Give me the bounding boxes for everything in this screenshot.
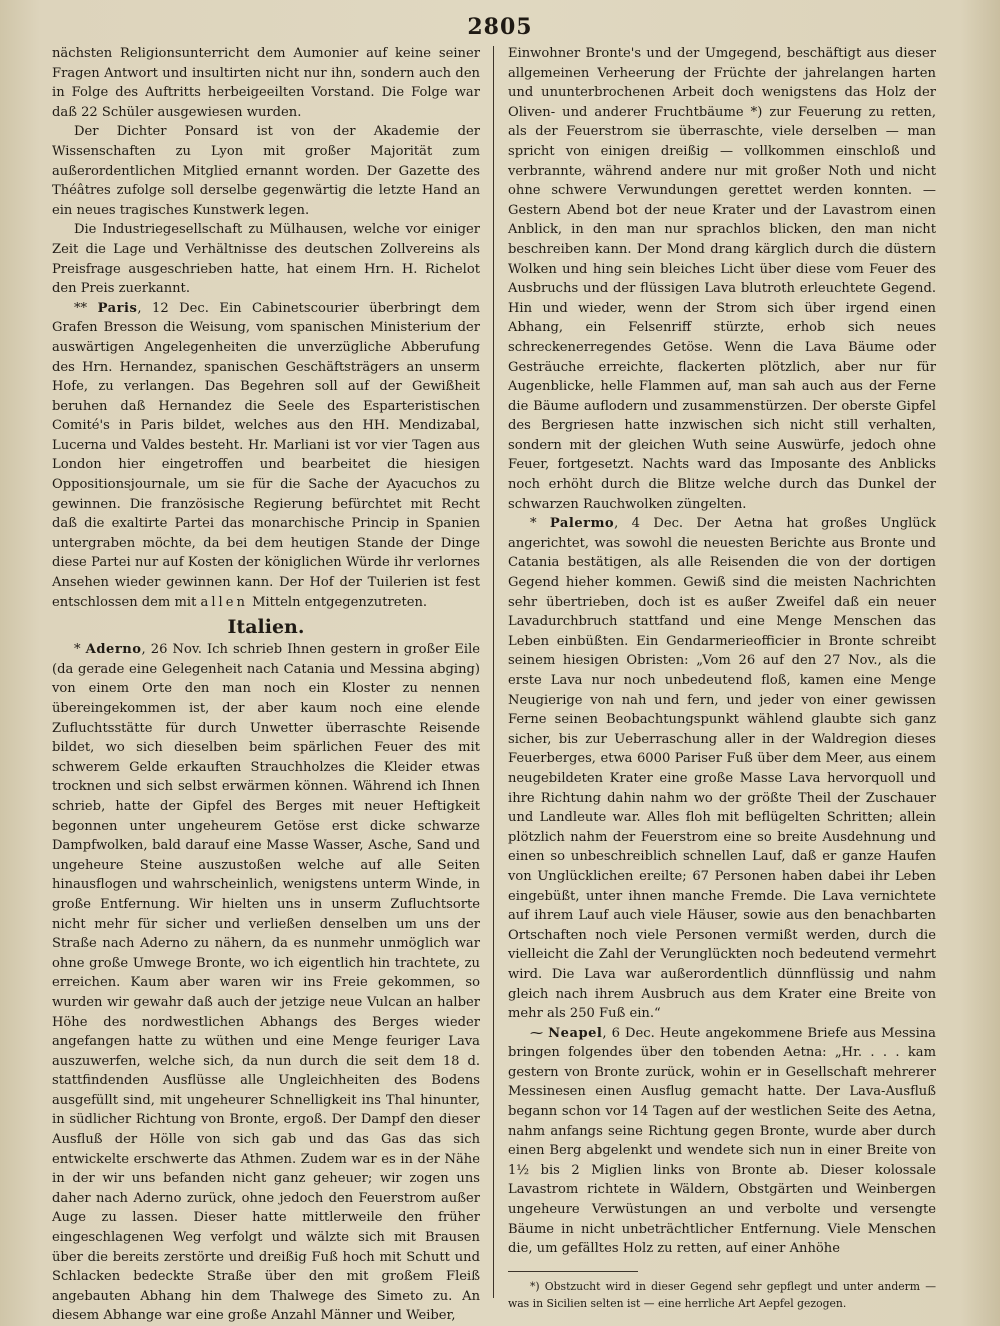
article-paris	[52, 299, 480, 613]
article-text: , 4 Dec. Der Aetna hat großes Unglück angerichtet, was sowohl die neuesten Berichte aus Bronte und Catania bestätigen, als alle Reisenden die von der dortigen Gegend hieher kommen. Gewiß sind die meisten Nachrichten sehr übertrieben, doch ist es außer Zweifel daß ein neuer Lavadurchbruch stattfand und eine Menge Menschen das Leben einbüßten. Ein Gendarmerieofficier in Bronte schreibt seinem hiesigen Obristen: „Vom 26 auf den 27 Nov., als die erste Lava nur noch unbedeutend floß, kamen eine Menge Neugierige von nah und fern, und jeder von einer gewissen Ferne seinen Beobachtungspunkt wählend glaubte sich ganz sicher, bis zur Ueberraschung aller in der Waldregion dieses Feuerberges, etwa 6000 Pariser Fuß über dem Meer, aus einem neugebildeten Krater eine große Masse Lava hervorquoll und ihre Richtung dahin nahm wo der größte Theil der Zuschauer und Landleute war. Alles floh mit beflügelten Schritten; allein plötzlich nahm der Feuerstrom eine so breite Ausdehnung und einen so unbeschreiblich schnellen Lauf, daß er ganze Haufen von Unglücklichen ereilte; 67 Personen haben dabei ihr Leben eingebüßt, unter ihnen manche Fremde. Die Lava vernichtete auf ihrem Lauf auch viele Häuser, sowie aus den benachbarten Ortschaften noch viele Personen vermißt werden, durch die vielleicht die Zahl der Verunglückten noch bedeutend vermehrt wird. Die Lava war außerordentlich dünnflüssig und nahm gleich nach ihrem Ausbruch aus dem Krater eine Breite von mehr als 250 Fuß ein.“	[508, 516, 936, 1022]
article-palermo	[508, 514, 936, 1023]
dateline-place: Neapel	[548, 1025, 603, 1041]
article-text: Mitteln entgegenzutreten.	[247, 594, 428, 610]
column-divider	[493, 46, 494, 1298]
article-marker: *	[530, 516, 550, 532]
article-text: , 6 Dec. Heute angekommene Briefe aus Messina bringen folgendes über den tobenden Aetna: „Hr. . . . kam gestern von Bronte zurück, wohin er in Gesellschaft mehrerer Messinesen einen Ausflug gemacht hatte. Der Lava-Ausfluß begann schon vor 14 Tagen auf der westlichen Seite des Aetna, nahm anfangs seine Richtung gegen Bronte, wurde aber durch einen Berg abgelenkt und wendete sich nun in einer Breite von 1½ bis 2 Miglien links von Bronte ab. Dieser kolossale Lavastrom richtete in Wäldern, Obstgärten und Weinbergen ungeheure Verwüstungen an und verbolte und versengte Bäume in nicht unbeträchtlicher Entfernung. Viele Menschen die, um gefälltes Holz zu retten, auf einer Anhöhe	[508, 1025, 936, 1257]
right-column	[508, 44, 936, 1312]
article-text: , 26 Nov. Ich schrieb Ihnen gestern in großer Eile (da gerade eine Gelegenheit nach Catania und Messina abging) von einem Orte den man noch ein Kloster zu nennen übereingekommen ist, der aber kaum noch eine elende Zufluchtsstätte für durch Unwetter überraschte Reisende bildet, wo sich dieselben beim spärlichen Feuer des mit schwerem Gelde erkauften Strauchholzes die Kleider etwas trocknen und sich selbst erwärmen können. Während ich Ihnen schrieb, hatte der Gipfel des Berges mit neuer Heftigkeit begonnen unter ungeheurem Getöse erst dicke schwarze Dampfwolken, bald darauf eine Masse Wasser, Asche, Sand und ungeheure Steine auszustoßen welche auf alle Seiten hinausflogen und wahrscheinlich, wenigstens unterm Winde, in große Entfernung. Wir hielten uns in unserm Zufluchtsorte nicht mehr für sicher und verließen denselben um uns der Straße nach Aderno zu nähern, da es nunmehr unmöglich war ohne große Umwege Bronte, wo ich eigentlich hin trachtete, zu erreichen. Kaum aber waren wir ins Freie gekommen, so wurden wir gewahr daß auch der jetzige neue Vulcan an halber Höhe des nordwestlichen Abhangs des Berges wieder angefangen hatte zu wüthen und eine Menge feuriger Lava auszuwerfen, welche sich, da nun durch die seit dem 18 d. stattfindenden Ausflüsse alle Ungleichheiten des Bodens ausgefüllt sind, mit ungeheurer Schnelligkeit ins Thal hinunter, in südlicher Richtung von Bronte, ergoß. Der Dampf den dieser Ausfluß der Hölle von sich gab und das Gas das sich entwickelte erschwerte das Athmen. Zudem war es in der Nähe in der wir uns befanden nicht ganz geheuer; wir zogen uns daher nach Aderno zurück, ohne jedoch den Feuerstrom außer Auge zu lassen. Dieser hatte mittlerweile den früher eingeschlagenen Weg verfolgt und wälzte sich mit Brausen über die bereits zerstörte und dreißig Fuß hoch mit Schutt und Schlacken bedeckte Straße über den mit großem Fleiß angebauten Abhang hin dem Thalwege des Simeto zu. An diesem Abhange war eine große Anzahl Männer und Weiber,	[52, 642, 481, 1324]
paragraph: Einwohner Bronte's und der Umgegend, beschäftigt aus dieser allgemeinen Verheerung der Früchte der jahrelangen harten und ununterbrochenen Arbeit doch wenigstens das Holz der Oliven- und anderer Fruchtbäume *) zur Feuerung zu retten, als der Feuerstrom sie überraschte, viele derselben — man spricht von einigen dreißig — vollkommen einschloß und verbrannte, während andere nur mit großer Noth und nicht ohne schwere Verwundungen gerettet werden konnten. — Gestern Abend bot der neue Krater und der Lavastrom einen Anblick, in den man nur sprachlos blicken, den man nicht beschreiben kann. Der Mond drang kärglich durch die düstern Wolken und hing sein bleiches Licht über diese vom Feuer des Ausbruchs und der flüssigen Lava blutroth erleuchtete Gegend. Hin und wieder, wenn der Strom sich über irgend einen Abhang, ein Felsenriff stürzte, erhob sich neues schreckenerregendes Getöse. Wenn die Lava Bäume oder Gesträuche erreichte, flackerten plötzlich, aber nur für Augenblicke, helle Flammen auf, man sah auch aus der Ferne die Bäume auflodern und zusammenstürzen. Der oberste Gipfel des Bergriesen hatte inzwischen sich nicht still verhalten, sondern mit der gleichen Wuth seine Auswürfe, jedoch ohne Feuer, fortgesetzt. Nachts ward das Imposante des Anblicks noch erhöht durch die Blitze welche durch das Dunkel der schwarzen Rauchwolken züngelten.	[508, 46, 936, 512]
page-number: 2805	[467, 14, 533, 40]
emphasized-word: allen	[200, 594, 248, 610]
footnote-divider	[508, 1271, 638, 1272]
article-marker: **	[74, 300, 98, 316]
left-column	[52, 44, 480, 1326]
article-marker: ⁓	[530, 1025, 549, 1041]
dateline-place: Aderno	[85, 642, 142, 658]
paragraph: Der Dichter Ponsard ist von der Akademie der Wissenschaften zu Lyon mit großer Majorität zum außerordentlichen Mitglied ernannt worden. Der Gazette des Théâtres zufolge soll derselbe gegenwärtig die letzte Hand an ein neues tragisches Kunstwerk legen.	[52, 124, 480, 218]
article-text: , 12 Dec. Ein Cabinetscourier überbringt dem Grafen Bresson die Weisung, vom spanischen Ministerium der auswärtigen Angelegenheiten die unverzügliche Abberufung des Hrn. Hernandez, spanischen Geschäftsträgers an unserm Hofe, zu verlangen. Das Begehren soll auf der Gewißheit beruhen daß Hernandez die Seele des Esparteristischen Comité's in Paris bildet, welches aus den HH. Mendizabal, Lucerna und Valdes besteht. Hr. Marliani ist vor vier Tagen aus London hier eingetroffen und bearbeitet die hiesigen Oppositionsjournale, um sie für die Sache der Ayacuchos zu gewinnen. Die französische Regierung befürchtet mit Recht daß die exaltirte Partei das monarchische Princip in Spanien untergraben möchte, da bei dem heutigen Stande der Dinge diese Partei nur auf Kosten der königlichen Würde ihr verlornes Ansehen wieder gewinnen kann. Der Hof der Tuilerien ist fest entschlossen dem mit	[52, 300, 480, 610]
article-neapel	[508, 1024, 936, 1259]
article-aderno	[52, 640, 480, 1326]
paragraph: nächsten Religionsunterricht dem Aumonier auf keine seiner Fragen Antwort und insultirten nicht nur ihn, sondern auch den in Folge des Auftritts herbeigeeilten Vorstand. Die Folge war daß 22 Schüler ausgewiesen wurden.	[52, 46, 480, 120]
section-heading: Italien.	[227, 616, 305, 639]
dateline-place: Palermo	[549, 516, 615, 532]
paragraph: Die Industriegesellschaft zu Mülhausen, welche vor einiger Zeit die Lage und Verhältnisse des deutschen Zollvereins als Preisfrage ausgeschrieben hatte, hat einem Hrn. H. Richelot den Preis zuerkannt.	[52, 222, 480, 297]
footnote: *) Obstzucht wird in dieser Gegend sehr gepflegt und unter anderm — was in Sicilien selten ist — eine herrliche Art Aepfel gezogen.	[508, 1279, 936, 1310]
article-marker: *	[74, 642, 86, 658]
dateline-place: Paris	[97, 300, 138, 316]
